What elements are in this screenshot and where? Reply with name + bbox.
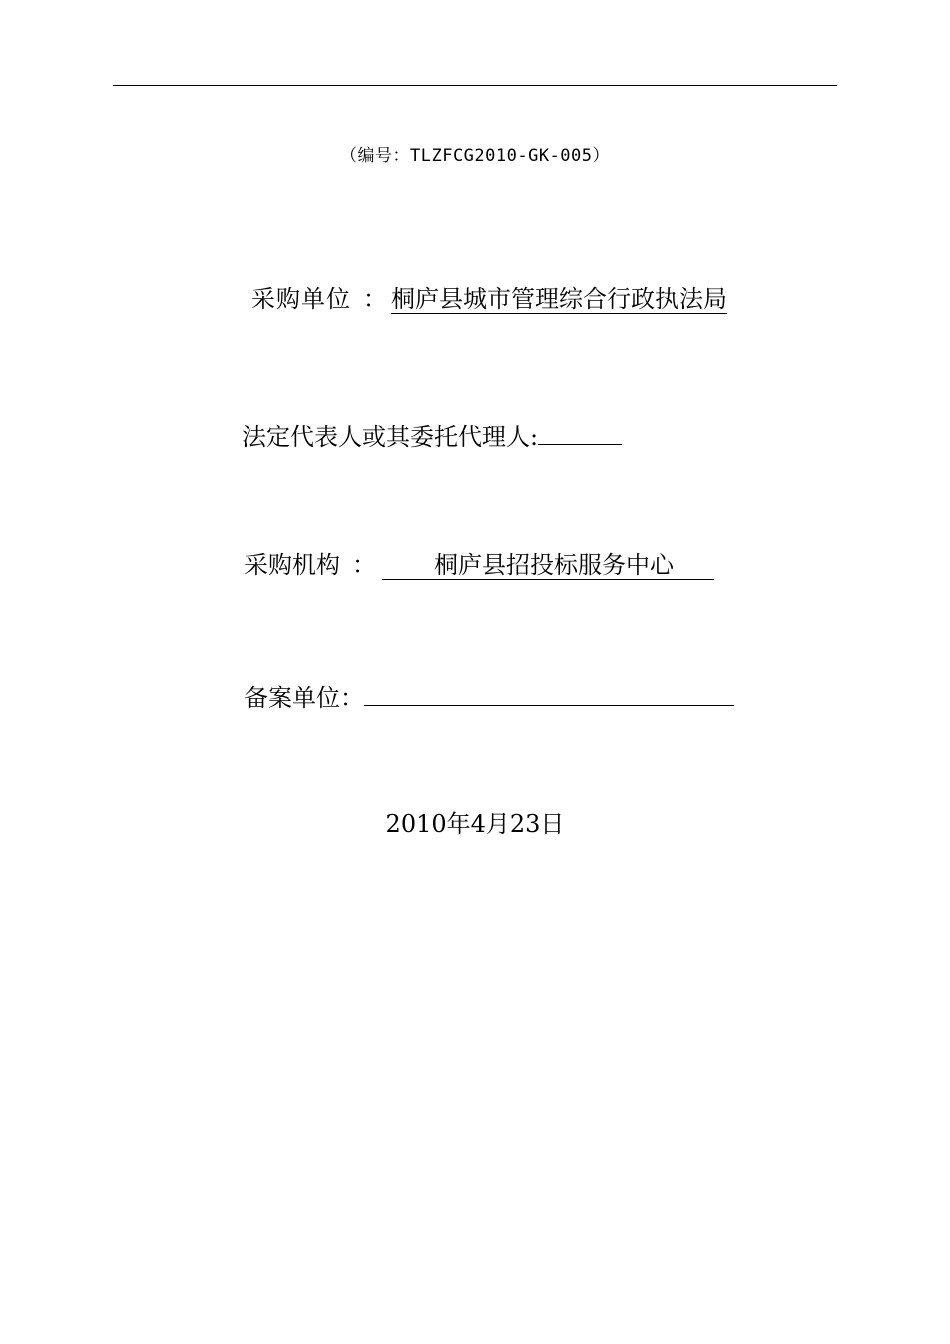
document-date: 2010年4月23日 [385, 810, 565, 838]
agency-colon: ： [352, 551, 376, 579]
purchaser-field [251, 284, 727, 314]
legal-representative-field [242, 418, 622, 452]
agency-label: 采购机构 [244, 551, 340, 579]
purchaser-colon: ： [363, 285, 387, 313]
agency-field [244, 550, 714, 580]
record-unit-blank [364, 679, 734, 706]
legal-representative-label: 法定代表人或其委托代理人: [242, 423, 539, 451]
record-unit-label: 备案单位： [244, 684, 364, 712]
document-number: （编号：TLZFCG2010-GK-005） [340, 146, 610, 166]
purchaser-value: 桐庐县城市管理综合行政执法局 [391, 285, 727, 313]
agency-value: 桐庐县招投标服务中心 [382, 551, 714, 580]
purchaser-label: 采购单位 [251, 285, 351, 313]
header-rule [113, 85, 837, 86]
legal-representative-blank [538, 418, 622, 445]
record-unit-field [244, 679, 734, 713]
